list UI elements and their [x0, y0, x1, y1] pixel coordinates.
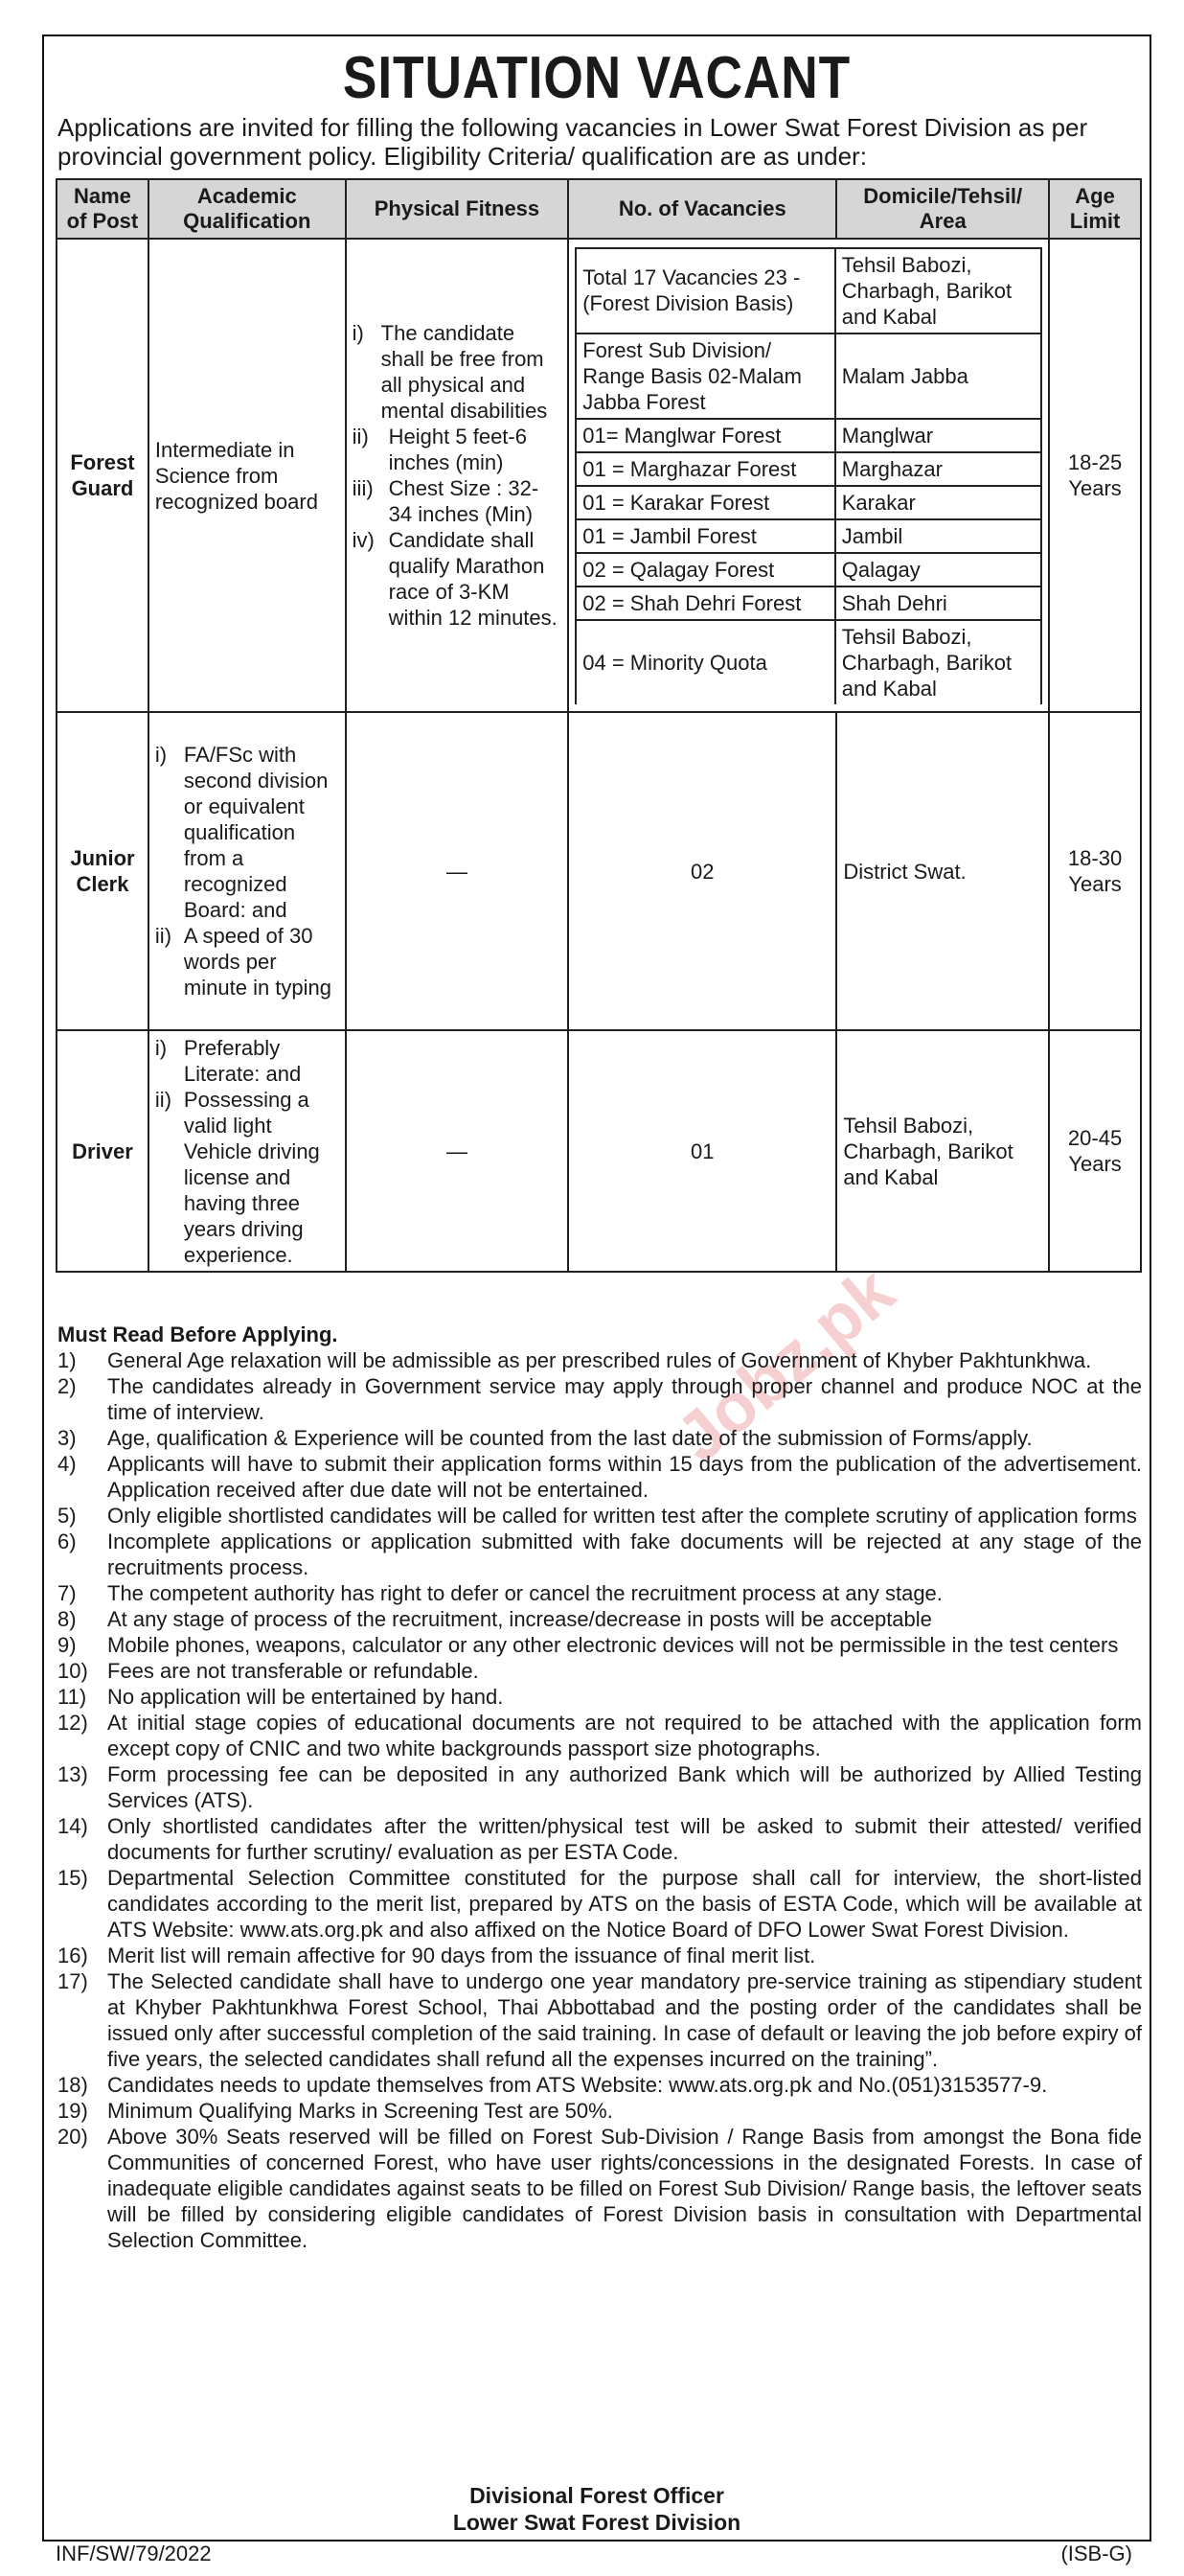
header-domicile: Domicile/Tehsil/ Area [836, 179, 1049, 239]
vacancy-subrow: 02 = Qalagay Forest Qalagay [576, 553, 1041, 586]
vacancy-subrow: 04 = Minority Quota Tehsil Babozi, Charbagh, Barikot and Kabal [576, 620, 1041, 704]
fitness-junior-clerk: — [346, 712, 569, 1030]
fitness-item: iv) Candidate shall qualify Marathon race of 3-KM within 12 minutes. [352, 528, 558, 630]
table-row-junior-clerk [57, 712, 1141, 1030]
qualification-driver [148, 1030, 346, 1272]
vacancy-subrow: 01 = Marghazar Forest Marghazar [576, 452, 1041, 486]
rule-item: 16) Merit list will remain affective for 90 days from the issuance of final merit list. [57, 1944, 816, 1967]
fitness-forest-guard [346, 239, 569, 712]
age-forest-guard: 18-25 Years [1049, 239, 1141, 712]
rule-item: 17) The Selected candidate shall have to undergo one year mandatory pre-service training as stipendiary student at Khyber Pakhtunkhwa Forest School, Thai Abbottabad and the posting order of the candidates shall be issued only after successful completion of the said training. In case of default or leaving the job before expiry of five years, the selected candidates shall refund all the expenses incurred on the training”. [57, 1969, 1142, 2071]
vacancy-subrow: Total 17 Vacancies 23 - (Forest Division Basis) Tehsil Babozi, Charbagh, Barikot and Kabal [576, 248, 1041, 334]
rule-item: 4) Applicants will have to submit their application forms within 15 days from the publication of the advertisement. Application received after due date will not be entertained. [57, 1452, 1142, 1502]
vacancy-subtable [575, 247, 1042, 704]
post-junior-clerk: Junior Clerk [57, 712, 148, 1030]
watermark: Jobz.pk [662, 1253, 909, 1477]
header-age-limit: Age Limit [1049, 179, 1141, 239]
domicile-driver: Tehsil Babozi, Charbagh, Barikot and Kabal [836, 1030, 1049, 1272]
age-driver: 20-45 Years [1049, 1030, 1141, 1272]
intro-text: Applications are invited for filling the following vacancies in Lower Swat Forest Division as per provincial government policy. Eligibility Criteria/ qualification are as under: [57, 113, 1088, 171]
qualification-item: ii) Possessing a valid light Vehicle driving license and having three years driving experience. [154, 1087, 320, 1267]
rule-item: 19) Minimum Qualifying Marks in Screening Test are 50%. [57, 2099, 613, 2123]
table-row-forest-guard [57, 239, 1141, 712]
table-header-row [57, 179, 1141, 239]
fitness-driver: — [346, 1030, 569, 1272]
rule-item: 13) Form processing fee can be deposited in any authorized Bank which will be authorized by Allied Testing Services (ATS). [57, 1762, 1142, 1812]
rule-item: 9) Mobile phones, weapons, calculator or any other electronic devices will not be permissible in the test centers [57, 1633, 1119, 1657]
rule-item: 5) Only eligible shortlisted candidates will be called for written test after the complete scrutiny of application forms [57, 1504, 1137, 1528]
rule-item: 3) Age, qualification & Experience will be counted from the last date of the submission of Forms/apply. [57, 1426, 1033, 1450]
vacancy-subrow: 01= Manglwar Forest Manglwar [576, 419, 1041, 452]
fitness-item: iii) Chest Size : 32-34 inches (Min) [352, 476, 539, 526]
signature-title: Divisional Forest Officer [469, 2483, 724, 2508]
rule-item: 20) Above 30% Seats reserved will be filled on Forest Sub-Division / Range Basis from amongst the Bona fide Communities of concerned Forest, who have user rights/concessions in the designated Forests. In case of inadequate eligible candidates against seats to be filled on Forest Sub Division/ Range basis, the leftover seats will be filled by considering eligible candidates of Forest Division basis in consultation with Departmental Selection Committee. [57, 2125, 1142, 2252]
advertisement-page [42, 34, 1151, 2565]
qualification-item: i) FA/FSc with second division or equivalent qualification from a recognized Board: and [154, 743, 329, 922]
rule-item: 7) The competent authority has right to defer or cancel the recruitment process at any stage. [57, 1581, 943, 1605]
vacancy-subrow: Forest Sub Division/ Range Basis 02-Malam Jabba Forest Malam Jabba [576, 334, 1041, 419]
rule-item: 8) At any stage of process of the recruitment, increase/decrease in posts will be acceptable [57, 1607, 932, 1631]
header-name-of-post: Name of Post [57, 179, 148, 239]
rule-item: 11) No application will be entertained by hand. [57, 1685, 504, 1709]
rules-list [57, 1347, 1142, 2253]
rule-item: 18) Candidates needs to update themselves from ATS Website: www.ats.org.pk and No.(051)3153577-9. [57, 2073, 1048, 2097]
rule-item: 12) At initial stage copies of educational documents are not required to be attached with the application form except copy of CNIC and two white backgrounds passport size photographs. [57, 1711, 1142, 1760]
age-junior-clerk: 18-30 Years [1049, 712, 1141, 1030]
vacancy-breakdown [568, 239, 1049, 712]
post-forest-guard: Forest Guard [57, 239, 148, 712]
qualification-item: i) Preferably Literate: and [154, 1035, 302, 1086]
qualification-junior-clerk [148, 712, 346, 1030]
domicile-junior-clerk: District Swat. [836, 712, 1049, 1030]
header-academic-qualification: Academic Qualification [148, 179, 346, 239]
qualification-forest-guard: Intermediate in Science from recognized board [148, 239, 346, 712]
rule-item: 2) The candidates already in Government service may apply through proper channel and produce NOC at the time of interview. [57, 1374, 1142, 1424]
signature-block [44, 2482, 1150, 2536]
fitness-item: ii) Height 5 feet-6 inches (min) [352, 425, 527, 474]
header-no-of-vacancies: No. of Vacancies [568, 179, 836, 239]
vacancies-driver: 01 [568, 1030, 836, 1272]
page-title: SITUATION VACANT [342, 45, 852, 111]
vacancy-table [56, 178, 1142, 1273]
fitness-item: i) The candidate shall be free from all physical and mental disabilities [352, 321, 548, 423]
vacancy-subrow: 01 = Karakar Forest Karakar [576, 486, 1041, 519]
must-read-heading: Must Read Before Applying. [57, 1322, 338, 1346]
rule-item: 1) General Age relaxation will be admissible as per prescribed rules of Government of Khyber Pakhtunkhwa. [57, 1348, 1092, 1372]
signature-office: Lower Swat Forest Division [452, 2510, 741, 2535]
reference-code: (ISB-G) [1060, 2542, 1132, 2565]
header-physical-fitness: Physical Fitness [346, 179, 569, 239]
rule-item: 14) Only shortlisted candidates after the written/physical test will be asked to submit their attested/ verified documents for further scrutiny/ evaluation as per ESTA Code. [57, 1814, 1142, 1864]
rule-item: 15) Departmental Selection Committee constituted for the purpose shall call for interview, the short-listed candidates according to the merit list, prepared by ATS on the basis of ESTA Code, which will be available at ATS Website: www.ats.org.pk and also affixed on the Notice Board of DFO Lower Swat Forest Division. [57, 1866, 1142, 1942]
post-driver: Driver [57, 1030, 148, 1272]
qualification-item: ii) A speed of 30 words per minute in typing [154, 924, 332, 1000]
vacancies-junior-clerk: 02 [568, 712, 836, 1030]
reference-number: INF/SW/79/2022 [56, 2542, 212, 2565]
vacancy-subrow: 01 = Jambil Forest Jambil [576, 519, 1041, 553]
vacancy-subrow: 02 = Shah Dehri Forest Shah Dehri [576, 586, 1041, 620]
rule-item: 10) Fees are not transferable or refundable. [57, 1659, 479, 1683]
table-row-driver [57, 1030, 1141, 1272]
rule-item: 6) Incomplete applications or application submitted with fake documents will be rejected at any stage of the recruitments process. [57, 1530, 1142, 1579]
